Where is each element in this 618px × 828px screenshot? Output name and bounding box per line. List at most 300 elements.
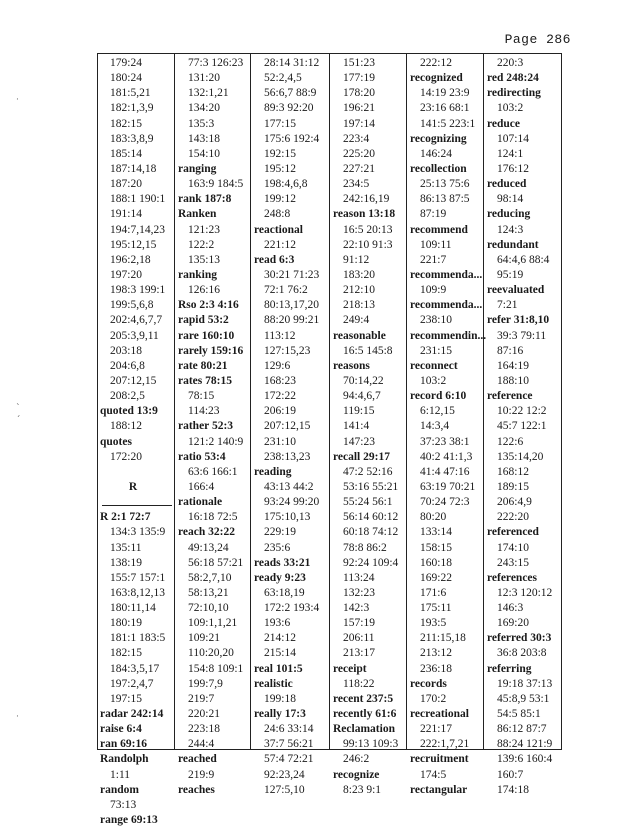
index-term: rarely 159:16	[178, 344, 244, 357]
page-line-ref: 231:15	[420, 344, 452, 357]
index-term: ranking	[178, 268, 217, 281]
page-line-ref: 182:1,3,9	[110, 102, 154, 115]
page-line-ref: 185:14	[110, 147, 142, 160]
page-line-ref: 211:15,18	[420, 632, 466, 645]
index-term: ranging	[178, 162, 217, 175]
page-line-ref: 88:24 121:9	[497, 738, 553, 751]
index-term: redirecting	[487, 87, 541, 100]
page-line-ref: 206:11	[343, 632, 375, 645]
page-line-ref: 177:15	[264, 117, 296, 130]
index-term: recollection	[410, 162, 467, 175]
page-line-ref: 184:3,5,17	[110, 662, 160, 675]
index-term: reach 32:22	[178, 526, 235, 539]
page-line-ref: 64:4,6 88:4	[497, 253, 550, 266]
index-term: rectangular	[410, 783, 468, 796]
page-line-ref: 98:14	[497, 193, 524, 206]
page-line-ref: 172:2 193:4	[264, 602, 320, 615]
page-line-ref: 141:4	[343, 420, 370, 433]
page-line-ref: 197:2,4,7	[110, 677, 154, 690]
page-line-ref: 135:13	[188, 253, 220, 266]
page-line-ref: 133:14	[420, 526, 452, 539]
page-line-ref: 12:3 120:12	[497, 586, 553, 599]
page-line-ref: 107:14	[497, 132, 529, 145]
page-line-ref: 63:6 166:1	[188, 465, 238, 478]
page-line-ref: 196:2,18	[110, 253, 151, 266]
page-line-ref: 198:4,6,8	[264, 178, 308, 191]
page-line-ref: 58:2,7,10	[188, 571, 232, 584]
page-line-ref: 93:24 99:20	[264, 496, 320, 509]
page-line-ref: 187:20	[110, 178, 142, 191]
page-line-ref: 220:21	[188, 708, 220, 721]
page-line-ref: 110:20,20	[188, 647, 234, 660]
index-column-6	[487, 56, 567, 798]
page-line-ref: 206:19	[264, 405, 296, 418]
page-line-ref: 174:18	[497, 783, 529, 796]
page-line-ref: 87:16	[497, 344, 524, 357]
index-term: raise 6:4	[100, 723, 142, 736]
index-term: recently 61:6	[333, 708, 397, 721]
page-line-ref: 221:17	[420, 723, 452, 736]
page-line-ref: 41:4 47:16	[420, 465, 470, 478]
page-line-ref: 129:6	[264, 359, 291, 372]
page-line-ref: 73:13	[110, 798, 137, 811]
page-number: Page 286	[504, 32, 571, 47]
page-line-ref: 181:5,21	[110, 87, 151, 100]
page-line-ref: 172:20	[110, 450, 142, 463]
page-line-ref: 135:3	[188, 117, 215, 130]
page-line-ref: 223:18	[188, 723, 220, 736]
index-term: reduced	[487, 178, 527, 191]
page-line-ref: 220:3	[497, 57, 524, 69]
page-line-ref: 6:12,15	[420, 405, 455, 418]
page-line-ref: 23:16 68:1	[420, 102, 470, 115]
page-line-ref: 198:3 199:1	[110, 284, 166, 297]
page-line-ref: 60:18 74:12	[343, 526, 399, 539]
page-line-ref: 227:21	[343, 162, 375, 175]
page-line-ref: 174:5	[420, 768, 447, 781]
page-line-ref: 7:21	[497, 299, 518, 312]
page-line-ref: 166:4	[188, 480, 215, 493]
page-line-ref: 72:10,10	[188, 602, 229, 615]
page-line-ref: 203:18	[110, 344, 142, 357]
index-term: refer 31:8,10	[487, 314, 550, 327]
page-line-ref: 212:10	[343, 284, 375, 297]
index-term: reached	[178, 753, 217, 766]
page-line-ref: 89:3 92:20	[264, 102, 314, 115]
page-line-ref: 19:18 37:13	[497, 677, 553, 690]
index-column-1	[100, 56, 180, 828]
page-line-ref: 78:15	[188, 390, 215, 403]
page-line-ref: 199:5,6,8	[110, 299, 154, 312]
page-line-ref: 183:3,8,9	[110, 132, 154, 145]
index-term: read 6:3	[254, 253, 295, 266]
page-line-ref: 119:15	[343, 405, 375, 418]
page-line-ref: 124:1	[497, 147, 524, 160]
page-line-ref: 124:3	[497, 223, 524, 236]
index-term: rank 187:8	[178, 193, 232, 206]
index-term: referred 30:3	[487, 632, 552, 645]
page-line-ref: 14:3,4	[420, 420, 450, 433]
page-line-ref: 174:10	[497, 541, 529, 554]
page-line-ref: 30:21 71:23	[264, 268, 320, 281]
page-line-ref: 118:22	[343, 677, 375, 690]
index-term: R 2:1 72:7	[100, 511, 151, 524]
index-term: reconnect	[410, 359, 458, 372]
page-line-ref: 16:5 145:8	[343, 344, 393, 357]
page-line-ref: 188:10	[497, 374, 529, 387]
index-term: record 6:10	[410, 390, 467, 403]
page-line-ref: 178:20	[343, 87, 375, 100]
margin-mark: ˏ	[16, 408, 21, 418]
page-line-ref: 87:19	[420, 208, 447, 221]
page-line-ref: 213:12	[420, 647, 452, 660]
page-line-ref: 168:23	[264, 374, 296, 387]
page-line-ref: 248:8	[264, 208, 291, 221]
page-line-ref: 134:20	[188, 102, 220, 115]
page-line-ref: 155:7 157:1	[110, 571, 166, 584]
page-line-ref: 43:13 44:2	[264, 480, 314, 493]
page-line-ref: 179:24	[110, 57, 142, 69]
page-line-ref: 158:15	[420, 541, 452, 554]
page-line-ref: 180:11,14	[110, 602, 156, 615]
index-term: recreational	[410, 708, 469, 721]
page-line-ref: 24:6 33:14	[264, 723, 314, 736]
page-line-ref: 180:19	[110, 617, 142, 630]
index-term: rates 78:15	[178, 374, 232, 387]
index-term: recall 29:17	[333, 450, 390, 463]
index-column-4	[333, 56, 413, 798]
page-line-ref: 92:23,24	[264, 768, 305, 781]
page-line-ref: 157:19	[343, 617, 375, 630]
page-line-ref: 141:5 223:1	[420, 117, 476, 130]
page-line-ref: 223:4	[343, 132, 370, 145]
index-term: referenced	[487, 526, 539, 539]
index-term: records	[410, 677, 447, 690]
page-line-ref: 229:19	[264, 526, 296, 539]
index-term: rather 52:3	[178, 420, 234, 433]
index-column-5	[410, 56, 490, 798]
page-line-ref: 207:12,15	[264, 420, 311, 433]
page-line-ref: 114:23	[188, 405, 220, 418]
page-line-ref: 188:1 190:1	[110, 193, 166, 206]
page-line-ref: 10:22 12:2	[497, 405, 547, 418]
page-line-ref: 58:13,21	[188, 586, 229, 599]
index-term: recommendin...	[410, 329, 487, 342]
page-line-ref: 196:21	[343, 102, 375, 115]
page-line-ref: 146:24	[420, 147, 452, 160]
margin-mark: ·	[16, 712, 19, 722]
page-line-ref: 163:9 184:5	[188, 178, 244, 191]
index-term: recommenda...	[410, 299, 483, 312]
page-line-ref: 146:3	[497, 602, 524, 615]
page-line-ref: 126:16	[188, 284, 220, 297]
page-line-ref: 243:15	[497, 556, 529, 569]
page-line-ref: 49:13,24	[188, 541, 229, 554]
page-line-ref: 91:12	[343, 253, 370, 266]
page-line-ref: 135:11	[110, 541, 142, 554]
page-line-ref: 109:21	[188, 632, 220, 645]
page-line-ref: 86:13 87:5	[420, 193, 470, 206]
page-line-ref: 47:2 52:16	[343, 465, 393, 478]
page-line-ref: 72:1 76:2	[264, 284, 308, 297]
index-term: reads 33:21	[254, 556, 311, 569]
index-term: reasons	[333, 359, 370, 372]
index-term: random	[100, 783, 139, 796]
page-line-ref: 52:2,4,5	[264, 72, 302, 85]
page-line-ref: 214:12	[264, 632, 296, 645]
page-line-ref: 55:24 56:1	[343, 496, 393, 509]
page-line-ref: 182:15	[110, 647, 142, 660]
page-line-ref: 194:7,14,23	[110, 223, 165, 236]
index-term: receipt	[333, 662, 367, 675]
page-line-ref: 235:6	[264, 541, 291, 554]
margin-mark: ˎ	[16, 396, 21, 406]
page-line-ref: 109:9	[420, 284, 447, 297]
page-line-ref: 219:7	[188, 692, 215, 705]
page-line-ref: 56:18 57:21	[188, 556, 244, 569]
page-line-ref: 231:10	[264, 435, 296, 448]
page-line-ref: 53:16 55:21	[343, 480, 399, 493]
index-term: real 101:5	[254, 662, 303, 675]
index-term: ran 69:16	[100, 738, 147, 751]
page-line-ref: 56:14 60:12	[343, 511, 399, 524]
page-line-ref: 249:4	[343, 314, 370, 327]
page-line-ref: 151:23	[343, 57, 375, 69]
page-line-ref: 187:14,18	[110, 162, 157, 175]
page-line-ref: 195:12	[264, 162, 296, 175]
page-line-ref: 94:4,6,7	[343, 390, 381, 403]
section-letter: R	[128, 480, 138, 493]
page-line-ref: 183:20	[343, 268, 375, 281]
page-line-ref: 192:15	[264, 147, 296, 160]
page-line-ref: 204:6,8	[110, 359, 145, 372]
index-term: reduce	[487, 117, 521, 130]
index-term: range 69:13	[100, 814, 158, 827]
page-line-ref: 63:18,19	[264, 586, 305, 599]
page-line-ref: 160:7	[497, 768, 524, 781]
index-term: recognize	[333, 768, 380, 781]
page-line-ref: 37:23 38:1	[420, 435, 470, 448]
page-line-ref: 139:6 160:4	[497, 753, 553, 766]
page-line-ref: 169:22	[420, 571, 452, 584]
page-line-ref: 208:2,5	[110, 390, 145, 403]
page-line-ref: 86:12 87:7	[497, 723, 547, 736]
index-term: Randolph	[100, 753, 149, 766]
page-line-ref: 199:12	[264, 193, 296, 206]
page-line-ref: 213:17	[343, 647, 375, 660]
index-term: recommenda...	[410, 268, 483, 281]
page-line-ref: 222:1,7,21	[420, 738, 470, 751]
index-column-3	[254, 56, 334, 798]
page-line-ref: 25:13 75:6	[420, 178, 470, 191]
page-line-ref: 221:12	[264, 238, 296, 251]
page-line-ref: 147:23	[343, 435, 375, 448]
page-line-ref: 134:3 135:9	[110, 526, 166, 539]
page-line-ref: 164:19	[497, 359, 529, 372]
page-line-ref: 202:4,6,7,7	[110, 314, 163, 327]
page-line-ref: 22:10 91:3	[343, 238, 393, 251]
index-term: recent 237:5	[333, 692, 394, 705]
page-line-ref: 175:10,13	[264, 511, 311, 524]
index-term: Ranken	[178, 208, 217, 221]
index-term: reducing	[487, 208, 531, 221]
page-line-ref: 16:18 72:5	[188, 511, 238, 524]
page-line-ref: 199:18	[264, 692, 296, 705]
page-line-ref: 14:19 23:9	[420, 87, 470, 100]
page-line-ref: 182:15	[110, 117, 142, 130]
page-line-ref: 1:11	[110, 768, 131, 781]
page-line-ref: 238:10	[420, 314, 452, 327]
page-line-ref: 103:2	[497, 102, 524, 115]
page-line-ref: 218:13	[343, 299, 375, 312]
page-line-ref: 57:4 72:21	[264, 753, 314, 766]
index-term: reaches	[178, 783, 215, 796]
page-line-ref: 234:5	[343, 178, 370, 191]
page-line-ref: 127:5,10	[264, 783, 305, 796]
page-line-ref: 221:7	[420, 253, 447, 266]
page-line-ref: 63:19 70:21	[420, 480, 476, 493]
page-line-ref: 176:12	[497, 162, 529, 175]
page-line-ref: 238:13,23	[264, 450, 311, 463]
page-line-ref: 80:20	[420, 511, 447, 524]
page-line-ref: 77:3 126:23	[188, 57, 244, 69]
page-line-ref: 197:20	[110, 268, 142, 281]
page-line-ref: 92:24 109:4	[343, 556, 399, 569]
index-term: Rso 2:3 4:16	[178, 299, 239, 312]
index-term: radar 242:14	[100, 708, 164, 721]
index-term: reevaluated	[487, 284, 545, 297]
page-line-ref: 131:20	[188, 72, 220, 85]
page-line-ref: 56:6,7 88:9	[264, 87, 317, 100]
page-line-ref: 142:3	[343, 602, 370, 615]
index-column-2	[178, 56, 258, 798]
page-line-ref: 206:4,9	[497, 496, 532, 509]
page-line-ref: 113:12	[264, 329, 296, 342]
page-line-ref: 188:12	[110, 420, 142, 433]
page-line-ref: 169:20	[497, 617, 529, 630]
page-line-ref: 103:2	[420, 374, 447, 387]
index-term: red 248:24	[487, 72, 539, 85]
index-term: rate 80:21	[178, 359, 228, 372]
page-line-ref: 143:18	[188, 132, 220, 145]
index-term: realistic	[254, 677, 293, 690]
page-line-ref: 95:19	[497, 268, 524, 281]
page-line-ref: 70:24 72:3	[420, 496, 470, 509]
page-line-ref: 127:15,23	[264, 344, 311, 357]
page-line-ref: 121:2 140:9	[188, 435, 244, 448]
index-term: referring	[487, 662, 532, 675]
page-line-ref: 121:23	[188, 223, 220, 236]
page-line-ref: 175:11	[420, 602, 452, 615]
page-line-ref: 172:22	[264, 390, 296, 403]
page-line-ref: 177:19	[343, 72, 375, 85]
page-line-ref: 132:1,21	[188, 87, 229, 100]
index-term: ratio 53:4	[178, 450, 226, 463]
page-line-ref: 222:12	[420, 57, 452, 69]
page-line-ref: 207:12,15	[110, 374, 157, 387]
index-term: recommend	[410, 223, 468, 236]
page-line-ref: 138:19	[110, 556, 142, 569]
page-line-ref: 244:4	[188, 738, 215, 751]
page-line-ref: 109:1,1,21	[188, 617, 238, 630]
page-line-ref: 219:9	[188, 768, 215, 781]
page-line-ref: 16:5 20:13	[343, 223, 393, 236]
page-line-ref: 154:8 109:1	[188, 662, 244, 675]
page-line-ref: 197:15	[110, 692, 142, 705]
page-line-ref: 113:24	[343, 571, 375, 584]
page-line-ref: 80:13,17,20	[264, 299, 319, 312]
index-term: reference	[487, 390, 533, 403]
page-line-ref: 197:14	[343, 117, 375, 130]
page-line-ref: 171:6	[420, 586, 447, 599]
page-line-ref: 225:20	[343, 147, 375, 160]
page-line-ref: 175:6 192:4	[264, 132, 320, 145]
page-line-ref: 170:2	[420, 692, 447, 705]
page-line-ref: 193:5	[420, 617, 447, 630]
index-term: quotes	[100, 435, 132, 448]
index-term: rare 160:10	[178, 329, 235, 342]
index-term: recruitment	[410, 753, 469, 766]
page-line-ref: 195:12,15	[110, 238, 157, 251]
page-line-ref: 109:11	[420, 238, 452, 251]
page-line-ref: 160:18	[420, 556, 452, 569]
page-line-ref: 191:14	[110, 208, 142, 221]
page-line-ref: 181:1 183:5	[110, 632, 166, 645]
page-line-ref: 180:24	[110, 72, 142, 85]
index-term: reason 13:18	[333, 208, 396, 221]
page-line-ref: 122:6	[497, 435, 524, 448]
margin-mark: ·	[16, 95, 19, 105]
page-line-ref: 154:10	[188, 147, 220, 160]
page-line-ref: 45:8,9 53:1	[497, 692, 550, 705]
page-line-ref: 205:3,9,11	[110, 329, 159, 342]
index-term: recognized	[410, 72, 463, 85]
page-line-ref: 163:8,12,13	[110, 586, 165, 599]
index-term: rationale	[178, 496, 223, 509]
index-term: ready 9:23	[254, 571, 306, 584]
index-term: references	[487, 571, 538, 584]
index-term: quoted 13:9	[100, 405, 158, 418]
page-line-ref: 168:12	[497, 465, 529, 478]
index-term: reasonable	[333, 329, 386, 342]
page-line-ref: 246:2	[343, 753, 370, 766]
page-line-ref: 88:20 99:21	[264, 314, 320, 327]
page-line-ref: 122:2	[188, 238, 215, 251]
page-line-ref: 199:7,9	[188, 677, 223, 690]
page-line-ref: 193:6	[264, 617, 291, 630]
page-line-ref: 54:5 85:1	[497, 708, 541, 721]
page-line-ref: 8:23 9:1	[343, 783, 382, 796]
page-line-ref: 189:15	[497, 480, 529, 493]
index-term: reading	[254, 465, 292, 478]
page-line-ref: 78:8 86:2	[343, 541, 387, 554]
page-line-ref: 242:16,19	[343, 193, 390, 206]
page-line-ref: 236:18	[420, 662, 452, 675]
page-line-ref: 40:2 41:1,3	[420, 450, 473, 463]
page-line-ref: 215:14	[264, 647, 296, 660]
index-term: Reclamation	[333, 723, 395, 736]
page-line-ref: 70:14,22	[343, 374, 384, 387]
page-line-ref: 135:14,20	[497, 450, 544, 463]
index-term: redundant	[487, 238, 539, 251]
index-term: reactional	[254, 223, 303, 236]
page-line-ref: 132:23	[343, 586, 375, 599]
page-line-ref: 99:13 109:3	[343, 738, 399, 751]
page-line-ref: 28:14 31:12	[264, 57, 320, 69]
index-term: really 17:3	[254, 708, 306, 721]
page-line-ref: 45:7 122:1	[497, 420, 547, 433]
blank-line	[100, 465, 180, 480]
